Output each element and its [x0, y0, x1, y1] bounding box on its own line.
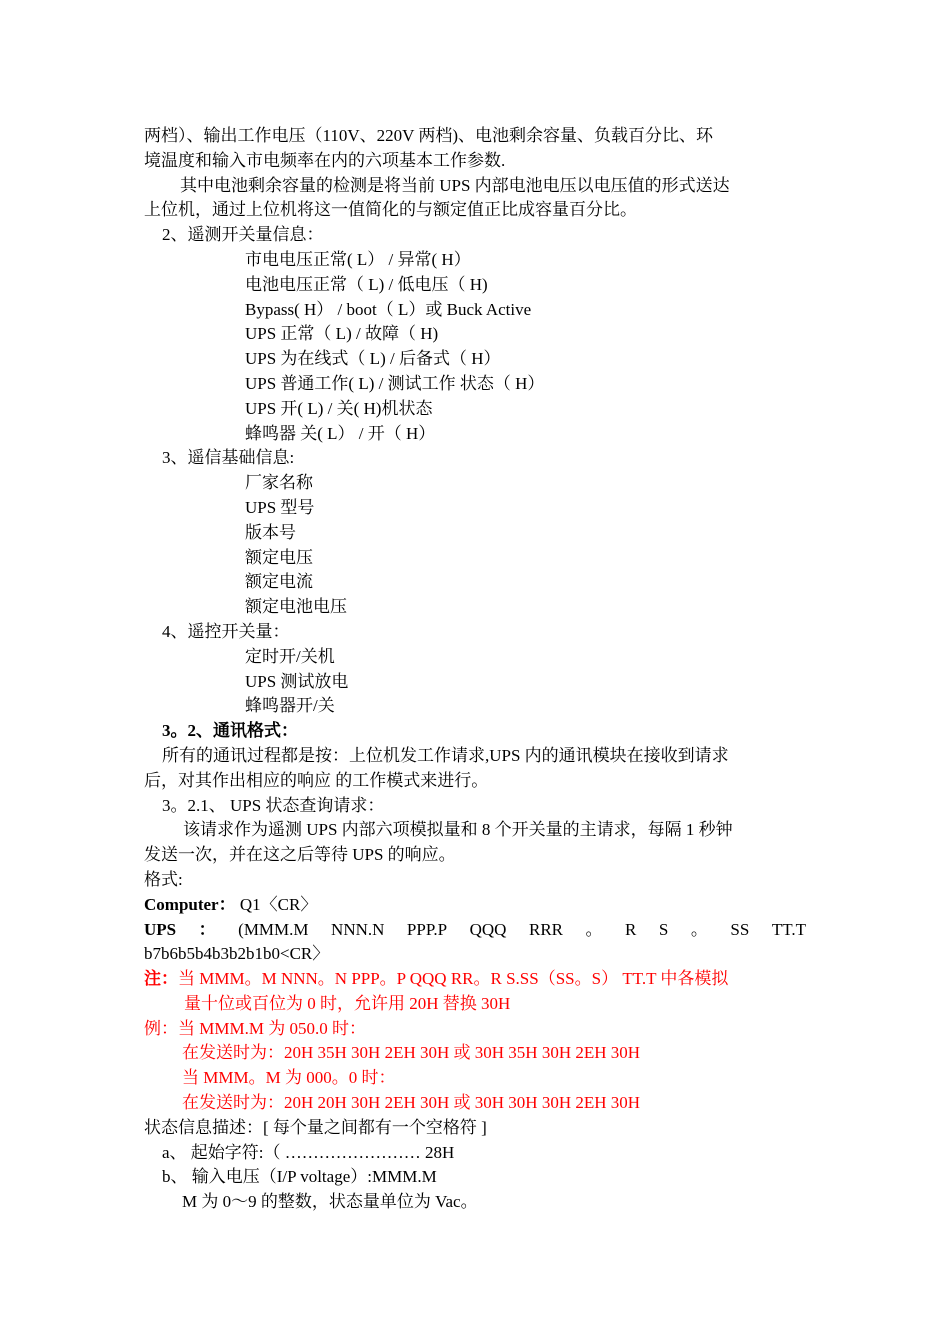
ups-label: UPS [144, 919, 177, 939]
section-heading: 4、遥控开关量： [162, 621, 290, 641]
subsection-heading: 3。2、通讯格式： [162, 721, 298, 741]
list-item: 厂家名称 [245, 473, 313, 493]
note-text: 当 MMM。M NNN。N PPP。P QQQ RR。R S.SS（SS。S） TT.T 中各模拟 [178, 969, 729, 989]
example-line: 当 MMM。M 为 000。0 时： [182, 1068, 396, 1088]
ups-token: TT.T [771, 919, 806, 939]
ups-token: 。 [585, 919, 603, 939]
paragraph-line: M 为 0～9 的整数，状态量单位为 Vac。 [182, 1192, 478, 1212]
list-item: UPS 普通工作( L) / 测试工作 状态（ H） [245, 373, 545, 393]
paragraph-line: 发送一次，并在这之后等待 UPS 的响应。 [144, 845, 456, 865]
paragraph-line: 上位机，通过上位机将这一值简化的与额定值正比成容量百分比。 [144, 200, 637, 220]
section-heading: 3、遥信基础信息: [162, 448, 295, 468]
list-item: 额定电流 [245, 572, 313, 592]
paragraph-line: 境温度和输入市电频率在内的六项基本工作参数. [144, 150, 506, 170]
ups-response-line [144, 918, 806, 943]
list-item: UPS 测试放电 [245, 671, 349, 691]
ups-token: NNN.N [331, 919, 385, 939]
paragraph-line: 该请求作为遥测 UPS 内部六项模拟量和 8 个开关量的主请求，每隔 1 秒钟 [183, 820, 733, 840]
ups-token: PPP.P [406, 919, 448, 939]
note-line [144, 967, 806, 992]
list-item: UPS 开( L) / 关( H)机状态 [245, 398, 433, 418]
document-body [144, 124, 806, 1215]
list-item: 额定电压 [245, 547, 313, 567]
ups-response-line: b7b6b5b4b3b2b1b0<CR〉 [144, 944, 330, 964]
format-label: 格式: [144, 869, 183, 889]
list-item: a、 起始字符:（ …………………… 28H [162, 1142, 455, 1162]
ups-token: SS [730, 919, 750, 939]
list-item: 电池电压正常（ L) / 低电压（ H) [245, 274, 488, 294]
ups-token: RRR [528, 919, 564, 939]
note-label: 注： [144, 969, 178, 989]
ups-token: (MMM.M [238, 919, 309, 939]
list-item: 版本号 [245, 522, 296, 542]
section-heading: 2、遥测开关量信息： [162, 225, 324, 245]
computer-label: Computer： [144, 894, 236, 914]
computer-command-line [144, 893, 806, 918]
list-item: Bypass( H） / boot（ L）或 Buck Active [245, 299, 532, 319]
list-item: 定时开/关机 [245, 646, 335, 666]
paragraph-line: 两档）、输出工作电压（110V、220V 两档)、电池剩余容量、负载百分比、环 [144, 126, 714, 145]
note-line: 量十位或百位为 0 时，允许用 20H 替换 30H [184, 993, 511, 1013]
example-line: 在发送时为：20H 35H 30H 2EH 30H 或 30H 35H 30H 2EH 30H [182, 1043, 641, 1063]
example-line: 例：当 MMM.M 为 050.0 时： [144, 1018, 366, 1038]
ups-colon: ： [198, 919, 216, 939]
list-item: 蜂鸣器 关( L） / 开（ H） [245, 423, 436, 443]
ups-token: S [658, 919, 669, 939]
computer-command: Q1〈CR〉 [235, 894, 318, 914]
list-item: 市电电压正常( L） / 异常( H） [245, 249, 471, 269]
list-item: UPS 型号 [245, 497, 315, 517]
list-item: UPS 为在线式（ L) / 后备式（ H） [245, 349, 501, 369]
ups-token: 。 [690, 919, 708, 939]
subsection-heading: 3。2.1、 UPS 状态查询请求： [162, 795, 385, 815]
list-item: b、 输入电压（I/P voltage）:MMM.M [162, 1167, 437, 1187]
paragraph-line: 所有的通讯过程都是按：上位机发工作请求,UPS 内的通讯模块在接收到请求 [162, 745, 729, 765]
list-item: 额定电池电压 [245, 597, 347, 617]
paragraph-line: 状态信息描述：[ 每个量之间都有一个空格符 ] [144, 1117, 487, 1137]
list-item: UPS 正常（ L) / 故障（ H) [245, 324, 439, 344]
paragraph-line: 其中电池剩余容量的检测是将当前 UPS 内部电池电压以电压值的形式送达 [180, 175, 730, 195]
paragraph-line: 后，对其作出相应的响应 的工作模式来进行。 [144, 770, 489, 790]
ups-token: QQQ [469, 919, 507, 939]
example-line: 在发送时为：20H 20H 30H 2EH 30H 或 30H 30H 30H 2EH 30H [182, 1093, 641, 1113]
list-item: 蜂鸣器开/关 [245, 696, 335, 716]
ups-token: R [625, 919, 637, 939]
